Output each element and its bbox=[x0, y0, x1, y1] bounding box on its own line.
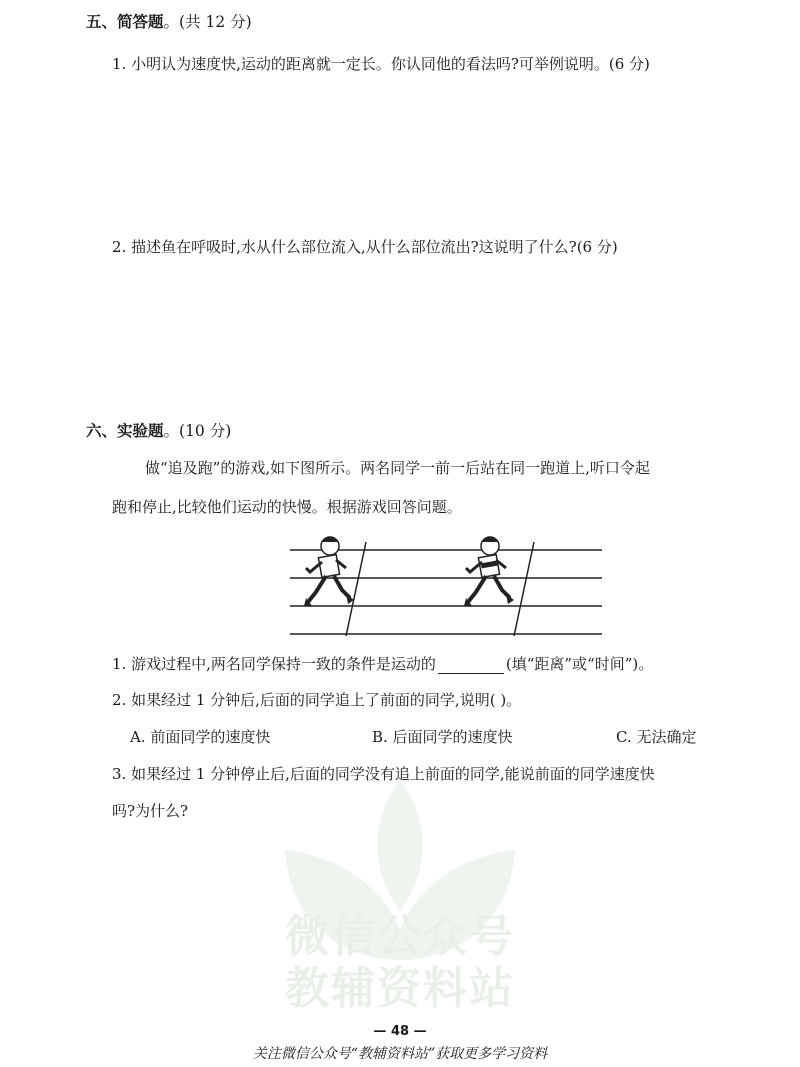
section6-intro-line2: 跑和停止,比较他们运动的快慢。根据游戏回答问题。 bbox=[112, 498, 462, 516]
section6-intro-line1: 做“追及跑”的游戏,如下图所示。两名同学一前一后站在同一跑道上,听口令起 bbox=[145, 459, 650, 477]
answer-blank[interactable] bbox=[438, 658, 504, 674]
question-1-hint: (填“距离”或“时间”)。 bbox=[505, 655, 654, 673]
page-number-value: 48 bbox=[390, 1024, 410, 1039]
section6-title: 六、实验题 bbox=[86, 422, 164, 440]
runner-front-icon bbox=[464, 537, 514, 606]
section6-question-3-line1: 3. 如果经过 1 分钟停止后,后面的同学没有追上前面的同学,能说前面的同学速度快 bbox=[112, 765, 655, 783]
section5-title: 五、简答题 bbox=[86, 13, 164, 31]
section5-question-2: 2. 描述鱼在呼吸时,水从什么部位流入,从什么部位流出?这说明了什么?(6 分) bbox=[112, 238, 618, 256]
watermark-line1: 微信公众号 bbox=[285, 911, 515, 962]
section6-points: 。(10 分) bbox=[163, 422, 232, 440]
section5-question-1: 1. 小明认为速度快,运动的距离就一定长。你认同他的看法吗?可举例说明。(6 分) bbox=[112, 55, 650, 73]
section5-points: 。(共 12 分) bbox=[163, 13, 252, 31]
option-b: B. 后面同学的速度快 bbox=[372, 728, 513, 746]
watermark-line2: 教辅资料站 bbox=[285, 963, 515, 1014]
page-number: — 48 — bbox=[373, 1024, 427, 1039]
section6-question-3-line2: 吗?为什么? bbox=[112, 802, 189, 820]
option-c: C. 无法确定 bbox=[616, 728, 697, 746]
section6-question-1 bbox=[112, 653, 653, 674]
option-a: A. 前面同学的速度快 bbox=[130, 728, 271, 746]
chase-run-illustration bbox=[288, 530, 604, 640]
section6-question-2: 2. 如果经过 1 分钟后,后面的同学追上了前面的同学,说明( )。 bbox=[112, 691, 522, 709]
question-1-text: 1. 游戏过程中,两名同学保持一致的条件是运动的 bbox=[112, 655, 436, 673]
section5-heading bbox=[86, 10, 252, 32]
runner-back-icon bbox=[304, 537, 354, 606]
footer-note: 关注微信公众号“教辅资料站”获取更多学习资料 bbox=[252, 1046, 548, 1062]
section6-heading bbox=[86, 419, 231, 441]
